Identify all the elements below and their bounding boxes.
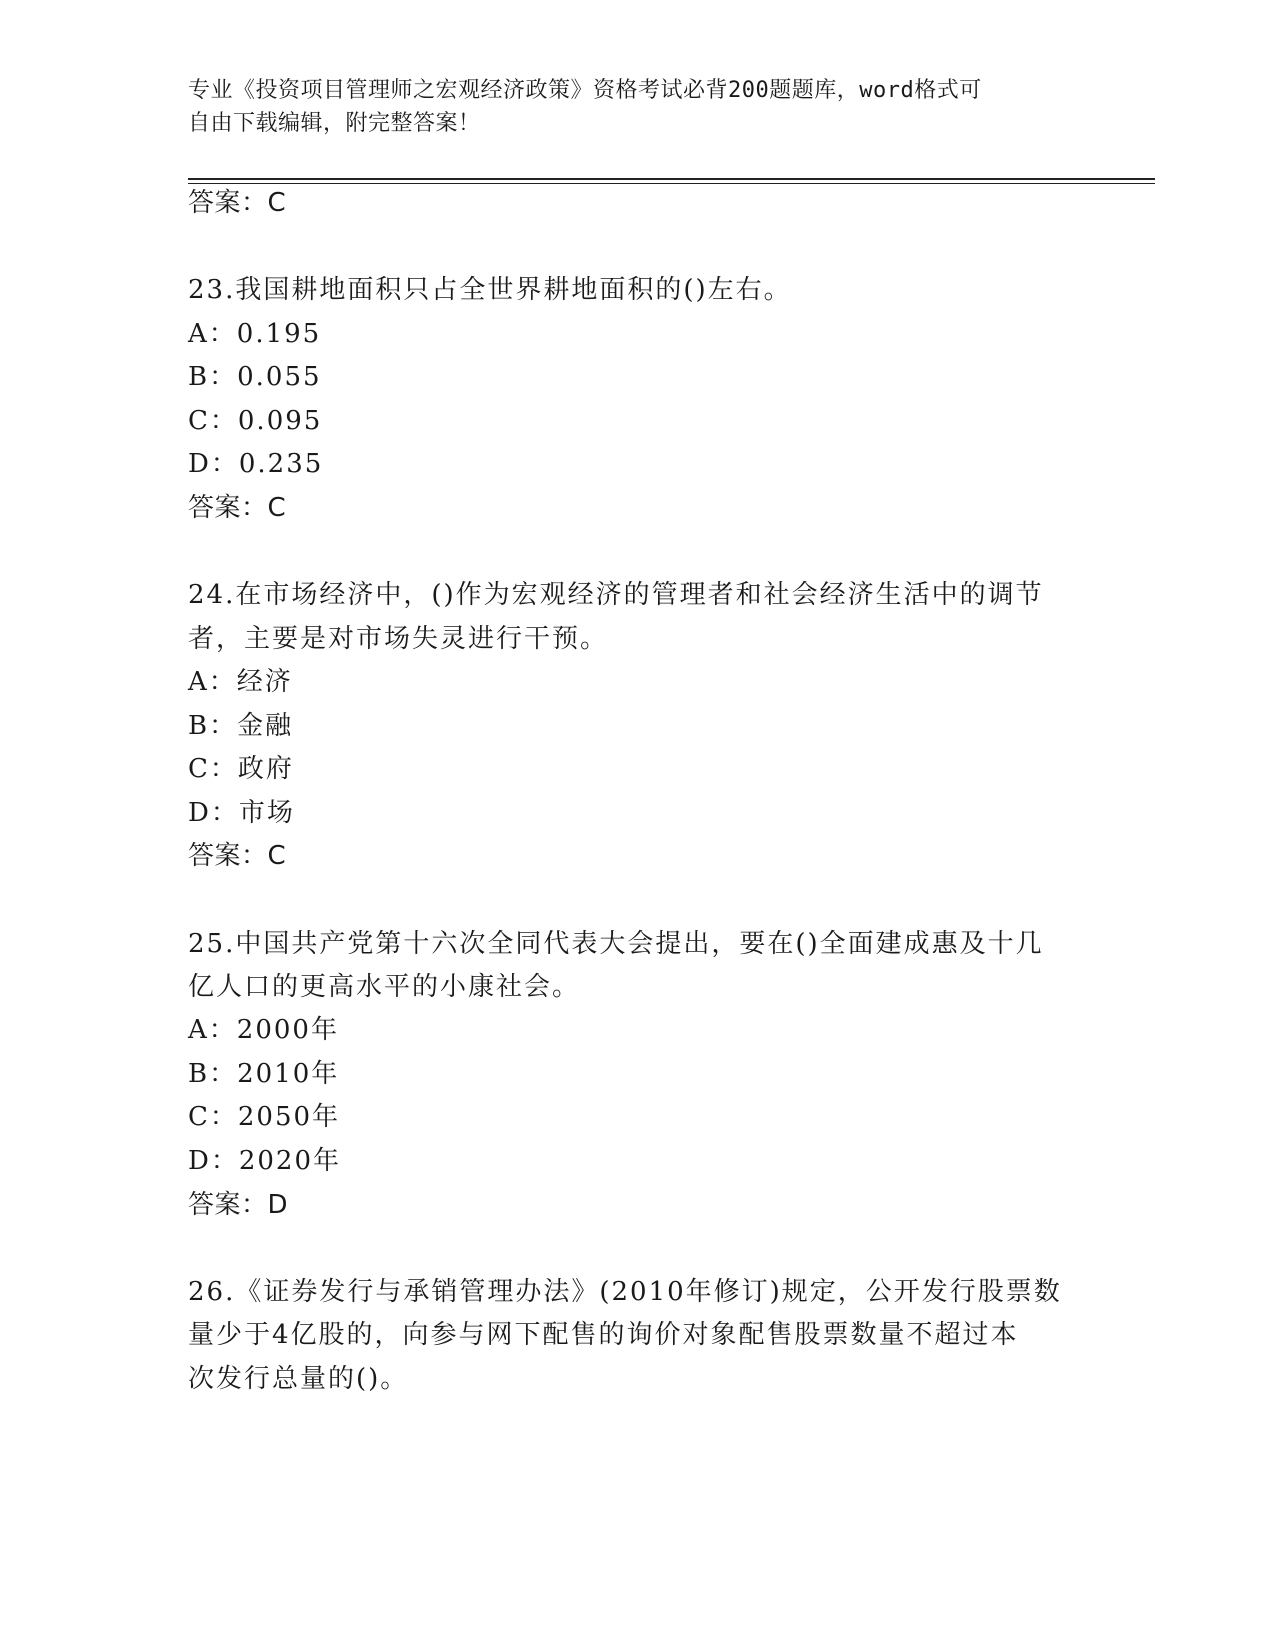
question-24-option-d: D：市场 xyxy=(188,798,295,828)
question-25-option-d: D：2020年 xyxy=(188,1146,342,1176)
question-24-option-a: A：经济 xyxy=(188,667,293,697)
question-25-option-a: A：2000年 xyxy=(188,1015,339,1045)
question-24-answer: 答案：C xyxy=(188,841,287,871)
header-line-2: 自由下载编辑，附完整答案！ xyxy=(188,111,481,136)
question-25-text-line-2: 亿人口的更高水平的小康社会。 xyxy=(188,972,581,1002)
question-23-option-a: A：0.195 xyxy=(188,319,322,349)
question-24-option-b: B：金融 xyxy=(188,711,294,741)
question-23-option-b: B：0.055 xyxy=(188,362,322,392)
question-26-text-line-3: 次发行总量的()。 xyxy=(188,1364,409,1394)
question-23-option-c: C：0.095 xyxy=(188,406,323,436)
question-26-text-line-2: 量少于4亿股的，向参与网下配售的询价对象配售股票数量不超过本 xyxy=(188,1320,1019,1350)
question-23-text: 23.我国耕地面积只占全世界耕地面积的()左右。 xyxy=(188,275,792,305)
question-23-option-d: D：0.235 xyxy=(188,449,324,479)
question-25-text-line-1: 25.中国共产党第十六次全同代表大会提出，要在()全面建成惠及十几 xyxy=(188,929,1044,959)
question-25-option-c: C：2050年 xyxy=(188,1102,341,1132)
document-header xyxy=(188,74,1088,140)
question-26-text-line-1: 26.《证券发行与承销管理办法》(2010年修订)规定，公开发行股票数 xyxy=(188,1277,1062,1307)
question-23-answer: 答案：C xyxy=(188,493,287,523)
header-divider-thick xyxy=(188,178,1155,180)
header-line-1: 专业《投资项目管理师之宏观经济政策》资格考试必背200题题库，word格式可 xyxy=(188,78,982,103)
previous-answer: 答案：C xyxy=(188,188,287,218)
header-divider-thin xyxy=(188,183,1155,184)
question-25-option-b: B：2010年 xyxy=(188,1059,340,1089)
question-24-option-c: C：政府 xyxy=(188,754,294,784)
question-25-answer: 答案：D xyxy=(188,1190,289,1220)
question-24-text-line-1: 24.在市场经济中，()作为宏观经济的管理者和社会经济生活中的调节 xyxy=(188,580,1044,610)
question-24-text-line-2: 者，主要是对市场失灵进行干预。 xyxy=(188,624,609,654)
